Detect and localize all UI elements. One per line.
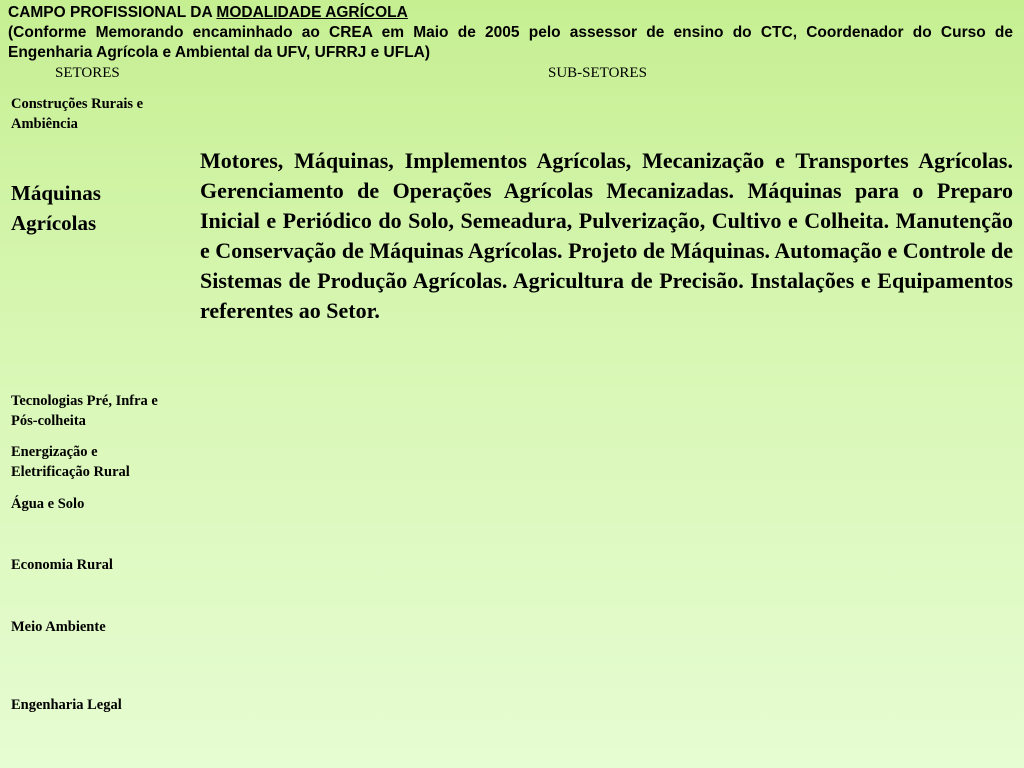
sector-engenharia-legal: Engenharia Legal [11, 697, 122, 713]
title-prefix: CAMPO PROFISSIONAL DA [8, 4, 217, 21]
sector-construcoes-rurais: Construções Rurais e Ambiência [11, 96, 144, 132]
column-header-subsetores: SUB-SETORES [548, 65, 647, 81]
title-underlined: MODALIDADE AGRÍCOLA [216, 4, 408, 21]
sector-economia-rural: Economia Rural [11, 557, 113, 573]
page-header [8, 3, 1013, 63]
sector-agua-solo: Água e Solo [11, 496, 85, 512]
subsector-description: Motores, Máquinas, Implementos Agrícolas, Mecanização e Transportes Agrícolas. Gerenciamento de Operações Agrícolas Mecanizadas. Máquinas para o Preparo Inicial e Periódico do Solo, Semeadura, Pulverização, Cultivo e Colheita. Manutenção e Conservação de Máquinas Agrícolas. Projeto de Máquinas. Automação e Controle de Sistemas de Produção Agrícolas. Agricultura de Precisão. Instalações e Equipamentos referentes ao Setor. [200, 148, 1013, 323]
sector-tecnologias-colheita: Tecnologias Pré, Infra e Pós-colheita [11, 393, 158, 429]
sector-maquinas-agricolas: Máquinas Agrícolas [11, 181, 101, 235]
column-header-setores: SETORES [55, 65, 120, 81]
page-title [8, 3, 1013, 23]
sector-energizacao: Energização e Eletrificação Rural [11, 444, 130, 480]
sector-meio-ambiente: Meio Ambiente [11, 619, 106, 635]
page-subtitle: (Conforme Memorando encaminhado ao CREA em Maio de 2005 pelo assessor de ensino do CTC, Coordenador do Curso de Engenharia Agrícola e Ambiental da UFV, UFRRJ e UFLA) [8, 24, 1013, 61]
